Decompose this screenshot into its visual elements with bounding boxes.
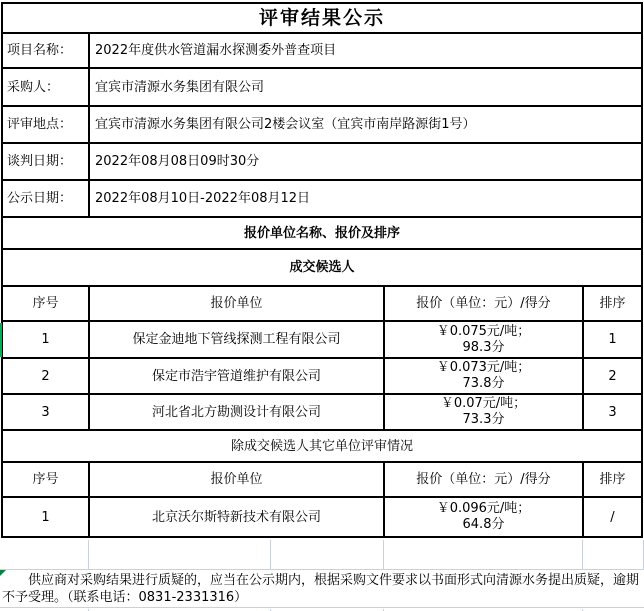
cell-company: 保定市浩宇管道维护有限公司	[90, 359, 385, 393]
col-header-rank: 排序	[599, 472, 626, 487]
col-header-company: 报价单位	[90, 463, 385, 496]
note-cell	[0, 570, 644, 608]
gridline	[270, 540, 271, 569]
info-label: 公示日期：	[3, 181, 90, 216]
title-row	[3, 4, 641, 34]
info-row-publicity-date	[3, 181, 641, 218]
bottom-gridline	[0, 607, 644, 611]
info-row-negotiation-date	[3, 144, 641, 181]
info-value: 2022年度供水管道漏水探测委外普查项目	[95, 43, 337, 58]
others-header-row	[3, 431, 641, 463]
info-label: 采购人：	[3, 69, 90, 105]
info-value: 宜宾市清源水务集团有限公司2楼会议室（宜宾市南岸路源街1号）	[95, 117, 476, 132]
others-header: 除成交候选人其它单位评审情况	[230, 438, 413, 454]
candidates-header: 成交候选人	[289, 260, 355, 275]
gridline	[582, 540, 583, 569]
price-value: ￥0.096元/吨；	[436, 501, 531, 516]
info-value: 宜宾市清源水务集团有限公司	[95, 79, 265, 95]
info-label: 谈判日期：	[3, 144, 90, 179]
col-header-price: 报价（单位：元）/得分	[385, 287, 584, 320]
info-row-project	[3, 34, 641, 69]
score-value: 64.8分	[462, 517, 505, 532]
gridline	[88, 540, 89, 569]
cell-company: 河北省北方勘测设计有限公司	[90, 395, 385, 429]
cell-price	[385, 498, 584, 536]
cell-company: 保定金迪地下管线探测工程有限公司	[90, 322, 385, 357]
info-value: 2022年08月10日-2022年08月12日	[95, 191, 311, 206]
cell-rank: 3	[608, 404, 617, 420]
col-header-price: 报价（单位：元）/得分	[385, 463, 584, 496]
col-header-company: 报价单位	[90, 287, 385, 320]
row-selection-marker	[0, 323, 2, 357]
info-value: 2022年08月08日09时30分	[95, 154, 260, 169]
candidate-row	[3, 395, 641, 431]
score-value: 98.3分	[462, 339, 505, 355]
candidate-row	[3, 359, 641, 395]
other-unit-row	[3, 498, 641, 536]
column-header-row-2	[3, 463, 641, 498]
candidates-header-row	[3, 250, 641, 287]
cell-no: 2	[3, 359, 90, 393]
cell-rank: /	[610, 509, 615, 525]
gridline	[383, 540, 384, 569]
info-label: 评审地点：	[3, 107, 90, 142]
cell-price	[385, 322, 584, 357]
column-header-row	[3, 287, 641, 322]
note-text: 供应商对采购结果进行质疑的，应当在公示期内，根据采购文件要求以书面形式向清源水务提出质疑，逾期不予受理。（联系电话：0831-2331316）	[2, 573, 640, 605]
info-label: 项目名称：	[3, 34, 90, 67]
price-value: ￥0.073元/吨；	[436, 360, 531, 375]
section-header: 报价单位名称、报价及排序	[243, 225, 400, 241]
col-header-rank: 排序	[599, 296, 626, 311]
section-header-row	[3, 218, 641, 250]
score-value: 73.8分	[462, 376, 505, 391]
col-header-no: 序号	[3, 287, 90, 320]
candidate-row	[3, 322, 641, 359]
cell-no: 1	[3, 322, 90, 357]
score-value: 73.3分	[462, 412, 505, 427]
cell-rank: 2	[608, 368, 617, 384]
info-row-location	[3, 107, 641, 144]
page-title: 评审结果公示	[258, 6, 385, 29]
empty-grid-row	[0, 540, 644, 570]
cell-rank: 1	[608, 332, 617, 347]
cell-no: 1	[3, 498, 90, 536]
price-value: ￥0.07元/吨；	[440, 396, 527, 411]
price-value: ￥0.075元/吨；	[436, 323, 531, 339]
cell-price	[385, 359, 584, 393]
cell-company: 北京沃尔斯特新技术有限公司	[90, 498, 385, 536]
announcement-table	[1, 2, 643, 538]
cell-no: 3	[3, 395, 90, 429]
info-row-purchaser	[3, 69, 641, 107]
col-header-no: 序号	[3, 463, 90, 496]
cell-price	[385, 395, 584, 429]
